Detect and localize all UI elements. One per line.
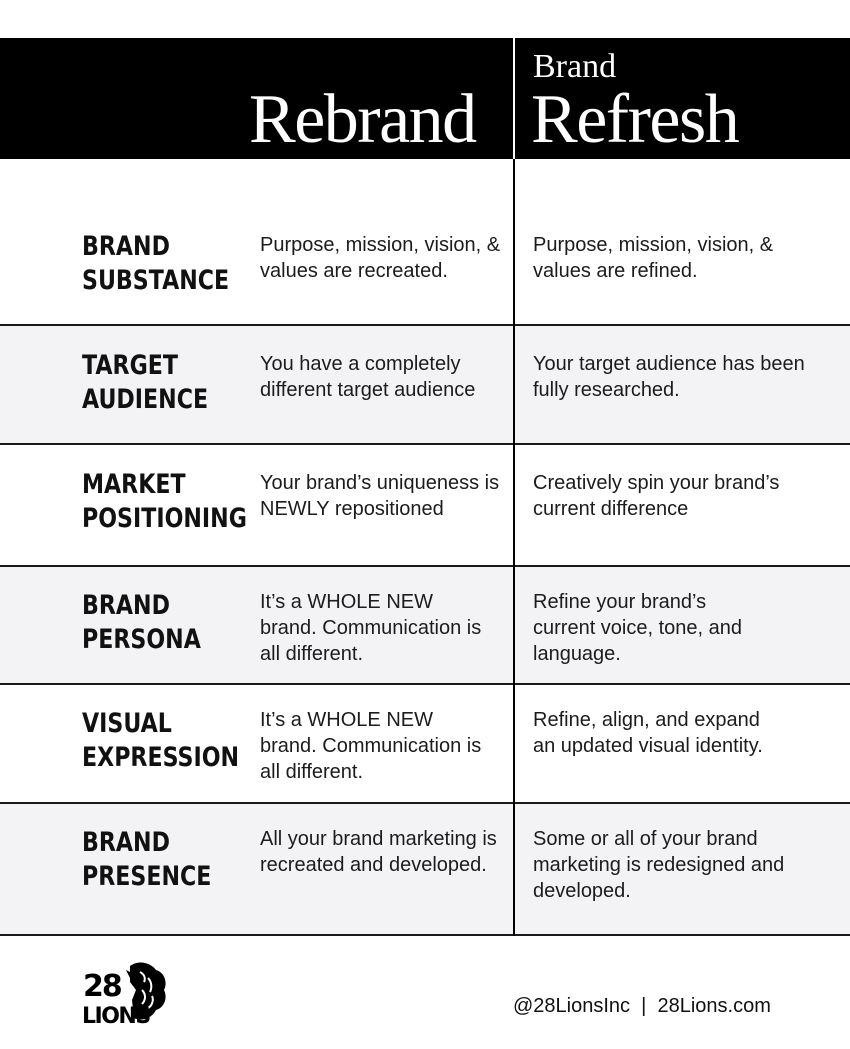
- row-label: [82, 468, 247, 536]
- row-label-line: TARGET: [82, 350, 178, 381]
- row-label: [82, 707, 240, 775]
- row-label-line: AUDIENCE: [82, 384, 209, 415]
- row-label-line: PRESENCE: [82, 861, 212, 892]
- rebrand-cell: Purpose, mission, vision, & values are recreated.: [260, 234, 501, 282]
- column-divider: [513, 159, 515, 936]
- table-row: [0, 326, 850, 445]
- refresh-cell: Refine your brand’s current voice, tone, and language.: [533, 591, 743, 665]
- row-label-line: EXPRESSION: [82, 742, 240, 773]
- refresh-column-title-small: Brand: [533, 48, 617, 85]
- row-label: [82, 230, 230, 298]
- row-label-line: VISUAL: [82, 708, 172, 739]
- table-row: [0, 804, 850, 936]
- row-label-line: PERSONA: [82, 624, 201, 655]
- rebrand-cell: It’s a WHOLE NEW brand. Communication is all different.: [260, 709, 482, 783]
- row-label-line: BRAND: [82, 827, 170, 858]
- row-label: [82, 589, 217, 657]
- row-label-line: MARKET: [82, 469, 186, 500]
- table-row: [0, 159, 850, 326]
- refresh-cell: Your target audience has been fully researched.: [533, 353, 805, 401]
- row-label-line: POSITIONING: [82, 503, 247, 534]
- svg-text:LIONS: LIONS: [82, 1004, 150, 1026]
- row-label-line: BRAND: [82, 590, 170, 621]
- rebrand-column-title: Rebrand: [249, 81, 476, 158]
- table-row: [0, 445, 850, 567]
- 28-lions-logo: [80, 960, 170, 1026]
- row-label: [82, 826, 217, 894]
- row-label-line: BRAND: [82, 231, 170, 262]
- row-label: [82, 349, 217, 417]
- contact-info: @28LionsInc | 28Lions.com: [513, 995, 771, 1017]
- rebrand-cell: You have a completely different target audience: [260, 353, 476, 401]
- refresh-cell: Some or all of your brand marketing is redesigned and developed.: [533, 828, 785, 902]
- header-divider: [513, 38, 515, 159]
- refresh-cell: Refine, align, and expand an updated visual identity.: [533, 709, 763, 757]
- refresh-column-title: Refresh: [531, 81, 739, 158]
- refresh-cell: Purpose, mission, vision, & values are refined.: [533, 234, 774, 282]
- lion-icon: [80, 960, 170, 1026]
- rebrand-cell: It’s a WHOLE NEW brand. Communication is all different.: [260, 591, 482, 665]
- table-row: [0, 567, 850, 685]
- refresh-cell: Creatively spin your brand’s current difference: [533, 472, 780, 520]
- rebrand-cell: All your brand marketing is recreated and developed.: [260, 828, 497, 876]
- table-row: [0, 685, 850, 804]
- comparison-table: [0, 159, 850, 936]
- rebrand-cell: Your brand’s uniqueness is NEWLY repositioned: [260, 472, 500, 520]
- svg-text:28: 28: [83, 969, 121, 1004]
- table-header: [0, 38, 850, 159]
- row-label-line: SUBSTANCE: [82, 265, 230, 296]
